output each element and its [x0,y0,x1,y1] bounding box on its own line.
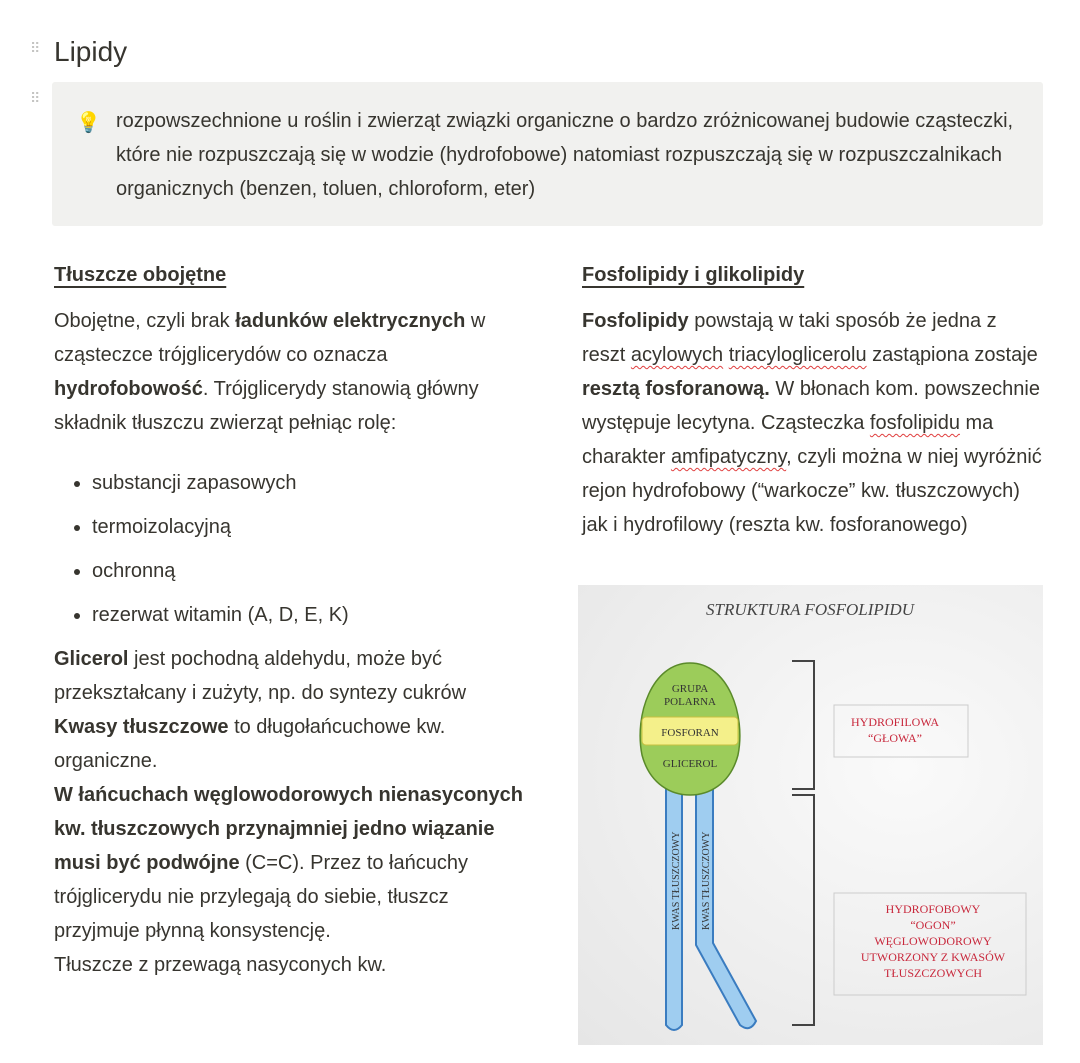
figure-title: STRUKTURA FOSFOLIPIDU [706,600,914,619]
bracket-head [792,661,814,789]
svg-text:HYDROFOBOWY: HYDROFOBOWY [885,902,981,916]
heading-fosfolipidy: Fosfolipidy i glikolipidy [582,264,805,286]
svg-text:POLARNA: POLARNA [664,696,716,708]
svg-text:WĘGLOWODOROWY: WĘGLOWODOROWY [874,934,992,948]
svg-text:UTWORZONY Z KWASÓW: UTWORZONY Z KWASÓW [860,950,1006,964]
svg-text:FOSFORAN: FOSFORAN [661,727,719,739]
right-column [582,258,1044,542]
drag-handle-icon[interactable]: ⠿ [30,90,40,106]
list-item: • substancji zapasowych [92,466,524,500]
paragraph: W łańcuchach węglowodorowych nienasyconych kw. tłuszczowych przynajmniej jedno wiązanie musi być podwójne (C=C). Przez to łańcuchy trójglicerydu nie przylegają do siebie, tłuszcz przyjmuje płynną konsystencję. [54,784,523,942]
svg-text:GRUPA: GRUPA [671,683,709,695]
paragraph: Kwasy tłuszczowe to długołańcuchowe kw. organiczne. [54,716,446,772]
bullet-list [54,466,524,632]
paragraph: Fosfolipidy powstają w taki sposób że jedna z reszt acylowych triacyloglicerolu zastąpiona zostaje resztą fosforanową. W błonach kom. powszechnie występuje lecytyna. Cząsteczka fosfolipidu ma charakter amfipatyczny, czyli można w niej wyróżnić rejon hydrofobowy (“warkocze” kw. tłuszczowych) jak i hydrofilowy (reszta kw. fosforanowego) [582,310,1042,536]
page-title: Lipidy [54,36,128,67]
svg-text:TŁUSZCZOWYCH: TŁUSZCZOWYCH [884,966,982,980]
bracket-tail [792,795,814,1025]
lightbulb-icon: 💡 [76,112,101,134]
tail-label: KWAS TŁUSZCZOWY [701,831,712,930]
callout-block [52,82,1043,226]
svg-text:“GŁOWA”: “GŁOWA” [868,731,922,745]
phospholipid-diagram [578,585,1043,1045]
paragraph: Obojętne, czyli brak ładunków elektrycznych w cząsteczce trójglicerydów co oznacza hydrofobowość. Trójglicerydy stanowią główny składnik tłuszczu zwierząt pełniąc rolę: [54,310,486,434]
left-column [54,258,524,982]
list-item: • rezerwat witamin (A, D, E, K) [92,598,524,632]
callout-text: rozpowszechnione u roślin i zwierząt związki organiczne o bardzo zróżnicowanej budowie cząsteczki, które nie rozpuszczają się w wodzie (hydrofobowe) natomiast rozpuszczają się w rozpuszczalnikach organicznych (benzen, toluen, chloroform, eter) [116,110,1014,200]
heading-tluszcze: Tłuszcze obojętne [54,264,227,286]
list-item: • ochronną [92,554,524,588]
svg-text:“OGON”: “OGON” [910,918,956,932]
paragraph: Glicerol jest pochodną aldehydu, może być przekształcany i zużyty, np. do syntezy cukrów [54,648,467,704]
drag-handle-icon[interactable]: ⠿ [30,40,40,56]
list-item: • termoizolacyjną [92,510,524,544]
paragraph: Tłuszcze z przewagą nasyconych kw. [54,954,387,976]
svg-text:GLICEROL: GLICEROL [662,758,718,770]
tail-label: KWAS TŁUSZCZOWY [671,831,682,930]
svg-text:HYDROFILOWA: HYDROFILOWA [851,715,939,729]
